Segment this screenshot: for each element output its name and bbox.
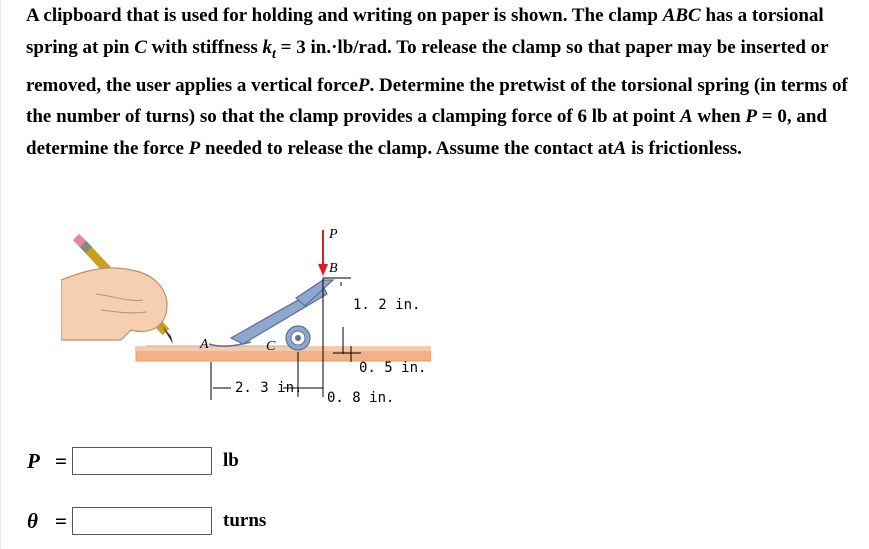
- problem-text-part: when: [692, 106, 746, 128]
- problem-text-part: needed to release the clamp. Assume the contact at: [200, 137, 614, 159]
- label-b: B: [329, 261, 338, 276]
- equals-sign: =: [55, 508, 67, 533]
- math-k: k: [262, 36, 273, 58]
- math-p: P: [188, 137, 201, 159]
- math-a: A: [679, 106, 693, 128]
- problem-text-part: . Determine the pretwist of the torsional spring (in terms of the number of turns) so that the clamp provides a clamping force of 6 lb at point: [26, 74, 848, 128]
- answer-symbol-p: P: [27, 448, 40, 473]
- board-highlight: [136, 347, 431, 351]
- math-abc: ABC: [662, 5, 701, 26]
- problem-text-part: with stiffness: [146, 36, 263, 58]
- math-k-subscript: t: [272, 46, 276, 62]
- math-a: A: [613, 137, 627, 159]
- problem-text-part: has a torsional spring at pin: [26, 5, 824, 58]
- hand-icon: [61, 268, 167, 340]
- math-p: P: [357, 74, 370, 96]
- problem-text-part: is frictionless.: [626, 137, 742, 159]
- dim-0-5-in: 0. 5 in.: [359, 360, 427, 376]
- unit-turns: turns: [223, 510, 267, 531]
- pretwist-theta-input[interactable]: [72, 507, 212, 535]
- dim-0-8-in: 0. 8 in.: [327, 390, 395, 406]
- problem-text: [26, 0, 861, 164]
- answer-symbol-theta: θ: [27, 508, 38, 533]
- label-c: C: [266, 339, 276, 354]
- math-p: P: [745, 106, 758, 128]
- force-p-input[interactable]: [72, 447, 212, 475]
- problem-statement: [26, 0, 861, 164]
- label-p: P: [329, 227, 338, 242]
- dim-2-3-in: 2. 3 in.: [235, 380, 303, 396]
- dim-1-2-in: 1. 2 in.: [353, 297, 421, 313]
- equals-sign: =: [55, 448, 67, 473]
- math-c: C: [134, 36, 147, 58]
- answer-row-pretwist: [27, 504, 266, 538]
- problem-text-part: = 0, and determine the force: [26, 106, 827, 159]
- clipboard-figure: [61, 222, 431, 412]
- problem-text-part: = 3 in.·lb/rad. To release the clamp so that paper may be inserted or removed, the user applies a vertical force: [26, 36, 829, 96]
- answer-row-force: [27, 444, 239, 478]
- unit-lb: lb: [223, 450, 239, 471]
- force-arrowhead: [318, 264, 328, 276]
- label-a: A: [200, 337, 209, 352]
- problem-text-part: A clipboard that is used for holding and writing on paper is shown. The clamp: [26, 5, 663, 26]
